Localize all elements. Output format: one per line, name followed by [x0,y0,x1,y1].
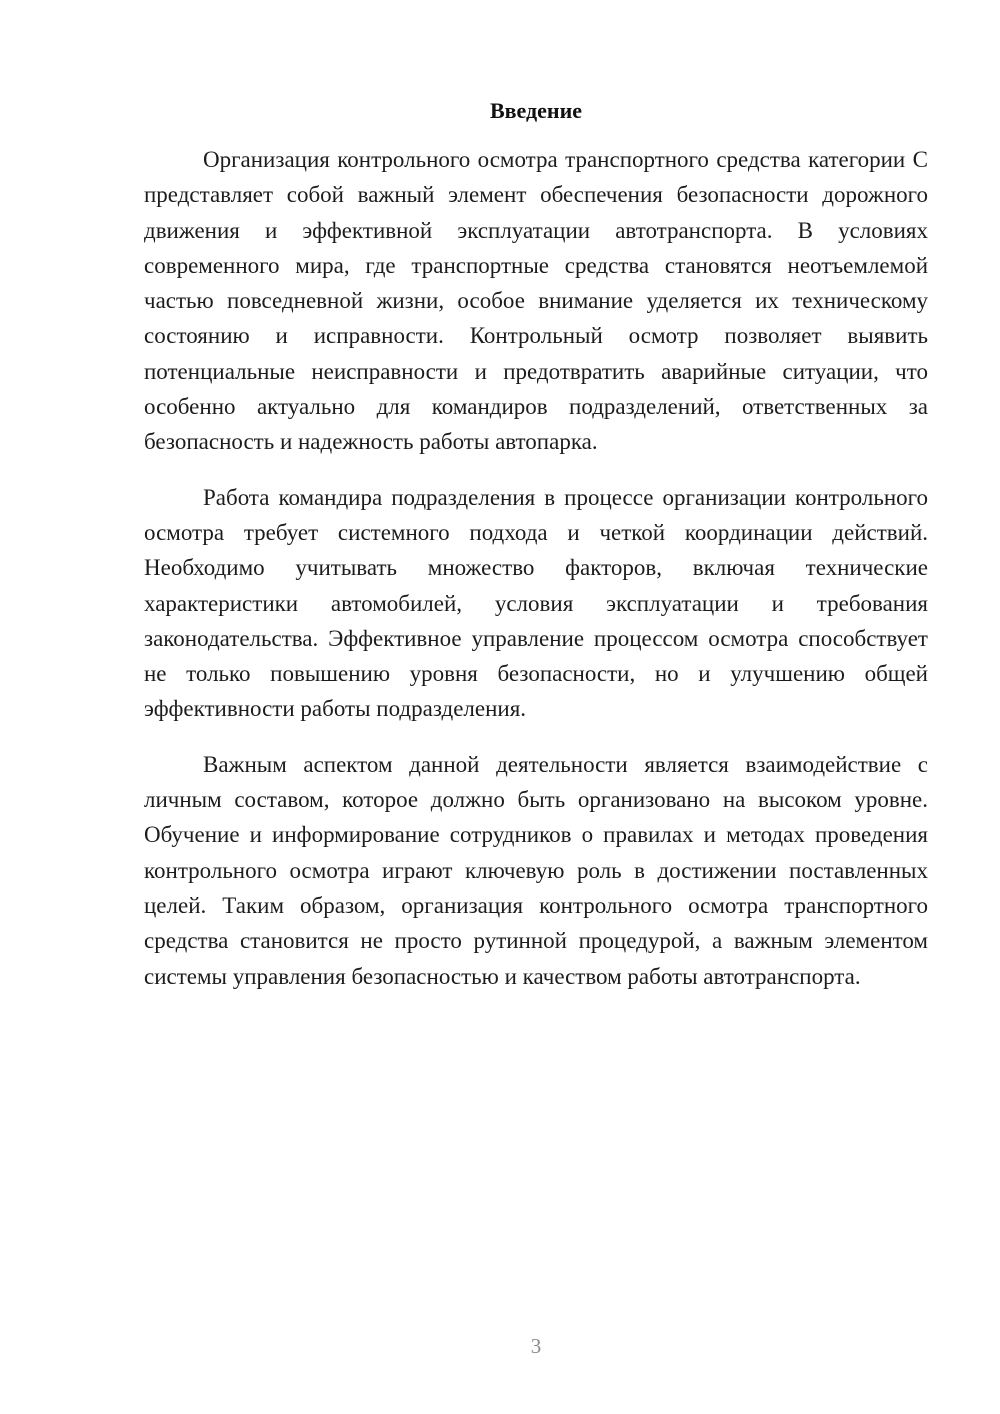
body-text [144,142,928,1014]
page-number: 3 [530,1334,542,1358]
section-heading: Введение [489,98,583,123]
paragraph-3: Важным аспектом данной деятельности является взаимодействие с личным составом, которое должно быть организовано на высоком уровне. Обучение и информирование сотрудников о правилах и методах проведения контрольного осмотра играют ключевую роль в достижении поставленных целей. Таким образом, организация контрольного осмотра транспортного средства становится не просто рутинной процедурой, а важным элементом системы управления безопасностью и качеством работы автотранспорта. [144,751,928,989]
paragraph-2: Работа командира подразделения в процессе организации контрольного осмотра требует системного подхода и четкой координации действий. Необходимо учитывать множество факторов, включая технические характеристики автомобилей, условия эксплуатации и требования законодательства. Эффективное управление процессом осмотра способствует не только повышению уровня безопасности, но и улучшению общей эффективности работы подразделения. [144,484,928,722]
paragraph-1: Организация контрольного осмотра транспортного средства категории С представляет собой важный элемент обеспечения безопасности дорожного движения и эффективной эксплуатации автотранспорта. В условиях современного мира, где транспортные средства становятся неотъемлемой частью повседневной жизни, особое внимание уделяется их техническому состоянию и исправности. Контрольный осмотр позволяет выявить потенциальные неисправности и предотвратить аварийные ситуации, что особенно актуально для командиров подразделений, ответственных за безопасность и надежность работы автопарка. [144,147,928,455]
